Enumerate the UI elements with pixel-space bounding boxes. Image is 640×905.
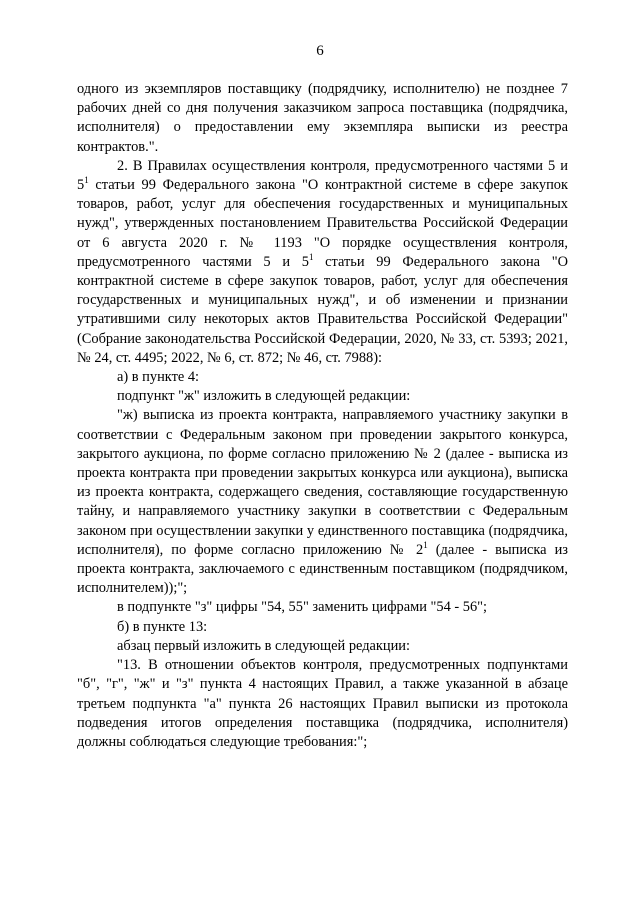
- paragraph-item-2-part-b: статьи 99 Федерального закона "О контрактной системе в сфере закупок товаров, работ, услуг для обеспечения государственных и муниципальных нужд", утвержденных постановлением Правительства Российской Федерации от 6 августа 2020 г. № 1193 "О порядке осуществления контроля, предусмотренного частями 5 и 5: [77, 177, 568, 270]
- paragraph-subpoint-zh: подпункт "ж" изложить в следующей редакции:: [117, 388, 411, 405]
- paragraph-zh-text: [77, 406, 568, 598]
- paragraph-item-2-part-c: статьи 99 Федерального закона "О контрактной системе в сфере закупок товаров, работ, услуг для обеспечения государственных и муниципальных нужд", и об изменении и признании утратившими силу некоторых актов Правительства Российской Федерации" (Собрание законодательства Российской Федерации, 2020, № 33, ст. 5393; 2021, № 24, ст. 4495; 2022, № 6, ст. 872; № 46, ст. 7988):: [77, 253, 569, 366]
- paragraph-item-2: [77, 157, 568, 368]
- paragraph-first-abzac: абзац первый изложить в следующей редакции:: [117, 637, 411, 654]
- paragraph-continuation: одного из экземпляров поставщику (подрядчику, исполнителю) не позднее 7 рабочих дней со дня получения заказчиком запроса поставщика (подрядчика, исполнителя) о предоставлении ему экземпляра выписки из реестра контрактов.".: [77, 81, 568, 155]
- document-body: [77, 80, 568, 752]
- page-number: 6: [316, 43, 324, 59]
- paragraph-zh-part-b: (далее - выписка из проекта контракта, заключаемого с единственным поставщиком (подрядчиком, исполнителем));";: [77, 541, 568, 597]
- paragraph-item-13: "13. В отношении объектов контроля, предусмотренных подпунктами "б", "г", "ж" и "з" пункта 4 настоящих Правил, а также указанной в абзаце третьем подпункта "а" пункта 26 настоящих Правил выписки из протокола подведения итогов определения поставщика (подрядчика, исполнителя) должны соблюдаться следующие требования:";: [77, 657, 568, 750]
- superscript-2-1: 1: [423, 539, 428, 550]
- superscript-1b: 1: [308, 251, 314, 262]
- superscript-1: 1: [84, 175, 89, 186]
- paragraph-zh-part-a: "ж) выписка из проекта контракта, направляемого участнику закупки в соответствии с Федеральным законом при проведении закрытого конкурса, закрытого аукциона, по форме согласно приложению № 2 (далее - выписка из проекта контракта при проведении закрытых конкурса или аукциона), выписка из проекта контракта, содержащего сведения, составляющие государственную тайну, и направляемого участнику закупки в соответствии с Федеральным законом при осуществлении закупки у единственного поставщика (подрядчика, исполнителя), по форме согласно приложению № 2: [77, 407, 568, 558]
- paragraph-subpoint-z: в подпункте "з" цифры "54, 55" заменить цифрами "54 - 56";: [117, 599, 488, 616]
- paragraph-subitem-a: а) в пункте 4:: [117, 369, 200, 386]
- paragraph-subitem-b: б) в пункте 13:: [117, 618, 208, 635]
- paragraph-item-2-part-a: 2. В Правилах осуществления контроля, предусмотренного частями 5 и 5: [77, 157, 568, 194]
